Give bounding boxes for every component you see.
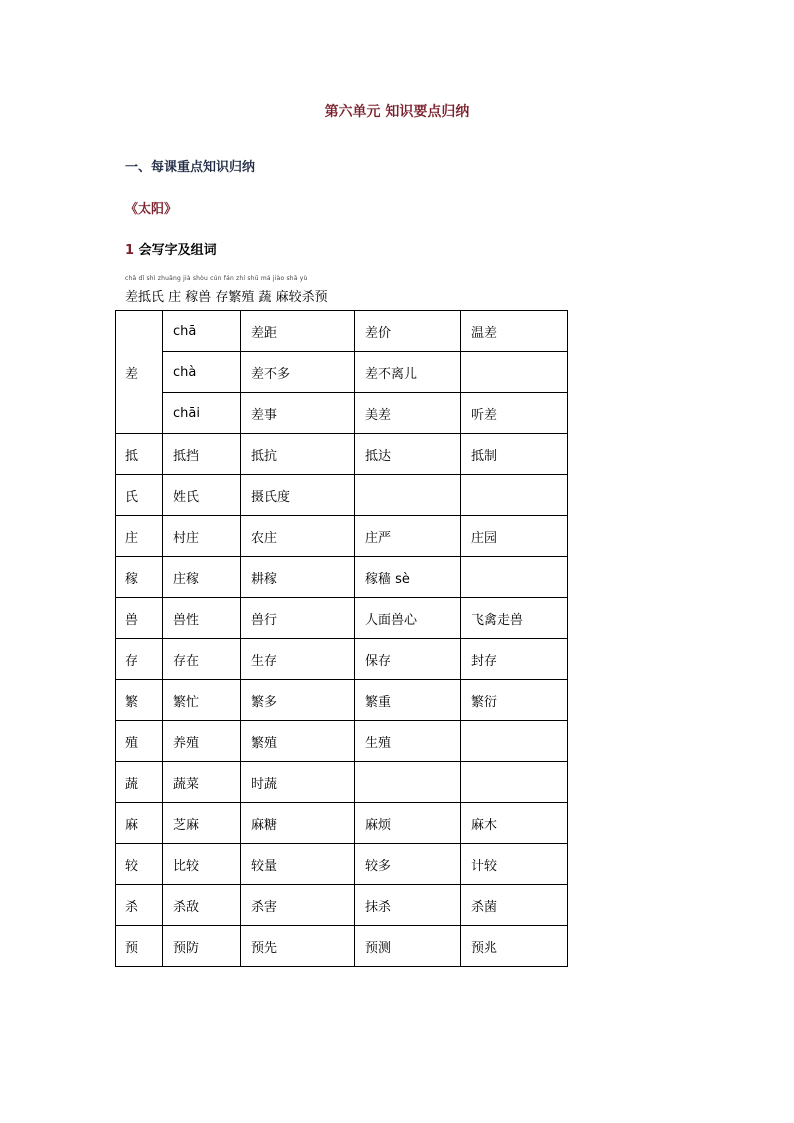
word-cell: 蔬菜 (163, 762, 241, 803)
character-cell: 殖 (116, 721, 163, 762)
word-cell (461, 762, 568, 803)
table-row (116, 721, 568, 762)
word-cell: 抵挡 (163, 434, 241, 475)
word-cell: 麻木 (461, 803, 568, 844)
vocabulary-table (115, 310, 568, 967)
character-cell: 抵 (116, 434, 163, 475)
table-row (116, 598, 568, 639)
character-cell: 庄 (116, 516, 163, 557)
lesson-title: 《太阳》 (125, 202, 178, 217)
word-cell: 保存 (355, 639, 461, 680)
word-cell: 杀菌 (461, 885, 568, 926)
word-cell: 差不多 (241, 352, 355, 393)
character-cell: 存 (116, 639, 163, 680)
word-cell: 抵达 (355, 434, 461, 475)
word-cell: 摄氏度 (241, 475, 355, 516)
word-cell (461, 352, 568, 393)
word-cell: 生存 (241, 639, 355, 680)
word-cell: 村庄 (163, 516, 241, 557)
table-row (116, 803, 568, 844)
vocabulary-rows (116, 434, 568, 967)
character-cell: 预 (116, 926, 163, 967)
word-cell: 抵抗 (241, 434, 355, 475)
word-cell: 差价 (355, 311, 461, 352)
table-row (116, 844, 568, 885)
word-cell: 兽行 (241, 598, 355, 639)
word-cell: 人面兽心 (355, 598, 461, 639)
word-cell: 繁重 (355, 680, 461, 721)
character-cell: 差 (116, 311, 163, 434)
word-cell: 时蔬 (241, 762, 355, 803)
word-cell: 差事 (241, 393, 355, 434)
word-cell: 预先 (241, 926, 355, 967)
word-cell: 农庄 (241, 516, 355, 557)
characters-line: 差抵氏 庄 稼兽 存繁殖 蔬 麻较杀预 (125, 290, 328, 305)
word-cell (355, 762, 461, 803)
word-cell (355, 475, 461, 516)
word-cell: 杀害 (241, 885, 355, 926)
word-cell: 计较 (461, 844, 568, 885)
word-cell: 抹杀 (355, 885, 461, 926)
word-cell: 庄园 (461, 516, 568, 557)
sub-heading (125, 239, 217, 258)
pinyin-cell: chā (163, 311, 241, 352)
character-cell: 兽 (116, 598, 163, 639)
character-cell: 繁 (116, 680, 163, 721)
sub-heading-number: 1 (125, 243, 135, 258)
word-cell: 兽性 (163, 598, 241, 639)
word-cell: 预兆 (461, 926, 568, 967)
table-row (116, 926, 568, 967)
word-cell: 繁衍 (461, 680, 568, 721)
word-cell: 温差 (461, 311, 568, 352)
section-heading: 一、每课重点知识归纳 (125, 160, 256, 175)
word-cell: 麻糖 (241, 803, 355, 844)
table-row (116, 352, 568, 393)
page-title: 第六单元 知识要点归纳 (324, 104, 470, 120)
word-cell: 听差 (461, 393, 568, 434)
word-cell (461, 475, 568, 516)
table-row (116, 885, 568, 926)
word-cell: 庄稼 (163, 557, 241, 598)
word-cell: 较量 (241, 844, 355, 885)
word-cell: 预测 (355, 926, 461, 967)
word-cell: 稼穑 sè (355, 557, 461, 598)
word-cell: 繁多 (241, 680, 355, 721)
table-row (116, 475, 568, 516)
table-row (116, 557, 568, 598)
word-cell: 庄严 (355, 516, 461, 557)
word-cell: 养殖 (163, 721, 241, 762)
pinyin-line: chā dǐ shì zhuāng jià shòu cún fán zhí shū má jiào shā yù (125, 275, 308, 282)
table-row (116, 762, 568, 803)
word-cell (461, 721, 568, 762)
word-cell: 抵制 (461, 434, 568, 475)
word-cell: 存在 (163, 639, 241, 680)
table-row (116, 311, 568, 352)
word-cell: 差距 (241, 311, 355, 352)
word-cell: 耕稼 (241, 557, 355, 598)
character-cell: 稼 (116, 557, 163, 598)
table-row (116, 516, 568, 557)
word-cell: 较多 (355, 844, 461, 885)
sub-heading-text: 会写字及组词 (134, 243, 217, 258)
word-cell: 美差 (355, 393, 461, 434)
table-row (116, 639, 568, 680)
word-cell: 姓氏 (163, 475, 241, 516)
word-cell: 比较 (163, 844, 241, 885)
word-cell: 麻烦 (355, 803, 461, 844)
word-cell: 封存 (461, 639, 568, 680)
word-cell: 飞禽走兽 (461, 598, 568, 639)
table-row (116, 393, 568, 434)
word-cell: 差不离儿 (355, 352, 461, 393)
table-row (116, 434, 568, 475)
character-cell: 较 (116, 844, 163, 885)
character-cell: 杀 (116, 885, 163, 926)
word-cell: 预防 (163, 926, 241, 967)
word-cell (461, 557, 568, 598)
character-cell: 蔬 (116, 762, 163, 803)
word-cell: 芝麻 (163, 803, 241, 844)
character-cell: 麻 (116, 803, 163, 844)
word-cell: 生殖 (355, 721, 461, 762)
pinyin-cell: chāi (163, 393, 241, 434)
word-cell: 繁忙 (163, 680, 241, 721)
table-row (116, 680, 568, 721)
character-cell: 氏 (116, 475, 163, 516)
word-cell: 繁殖 (241, 721, 355, 762)
pinyin-cell: chà (163, 352, 241, 393)
word-cell: 杀敌 (163, 885, 241, 926)
